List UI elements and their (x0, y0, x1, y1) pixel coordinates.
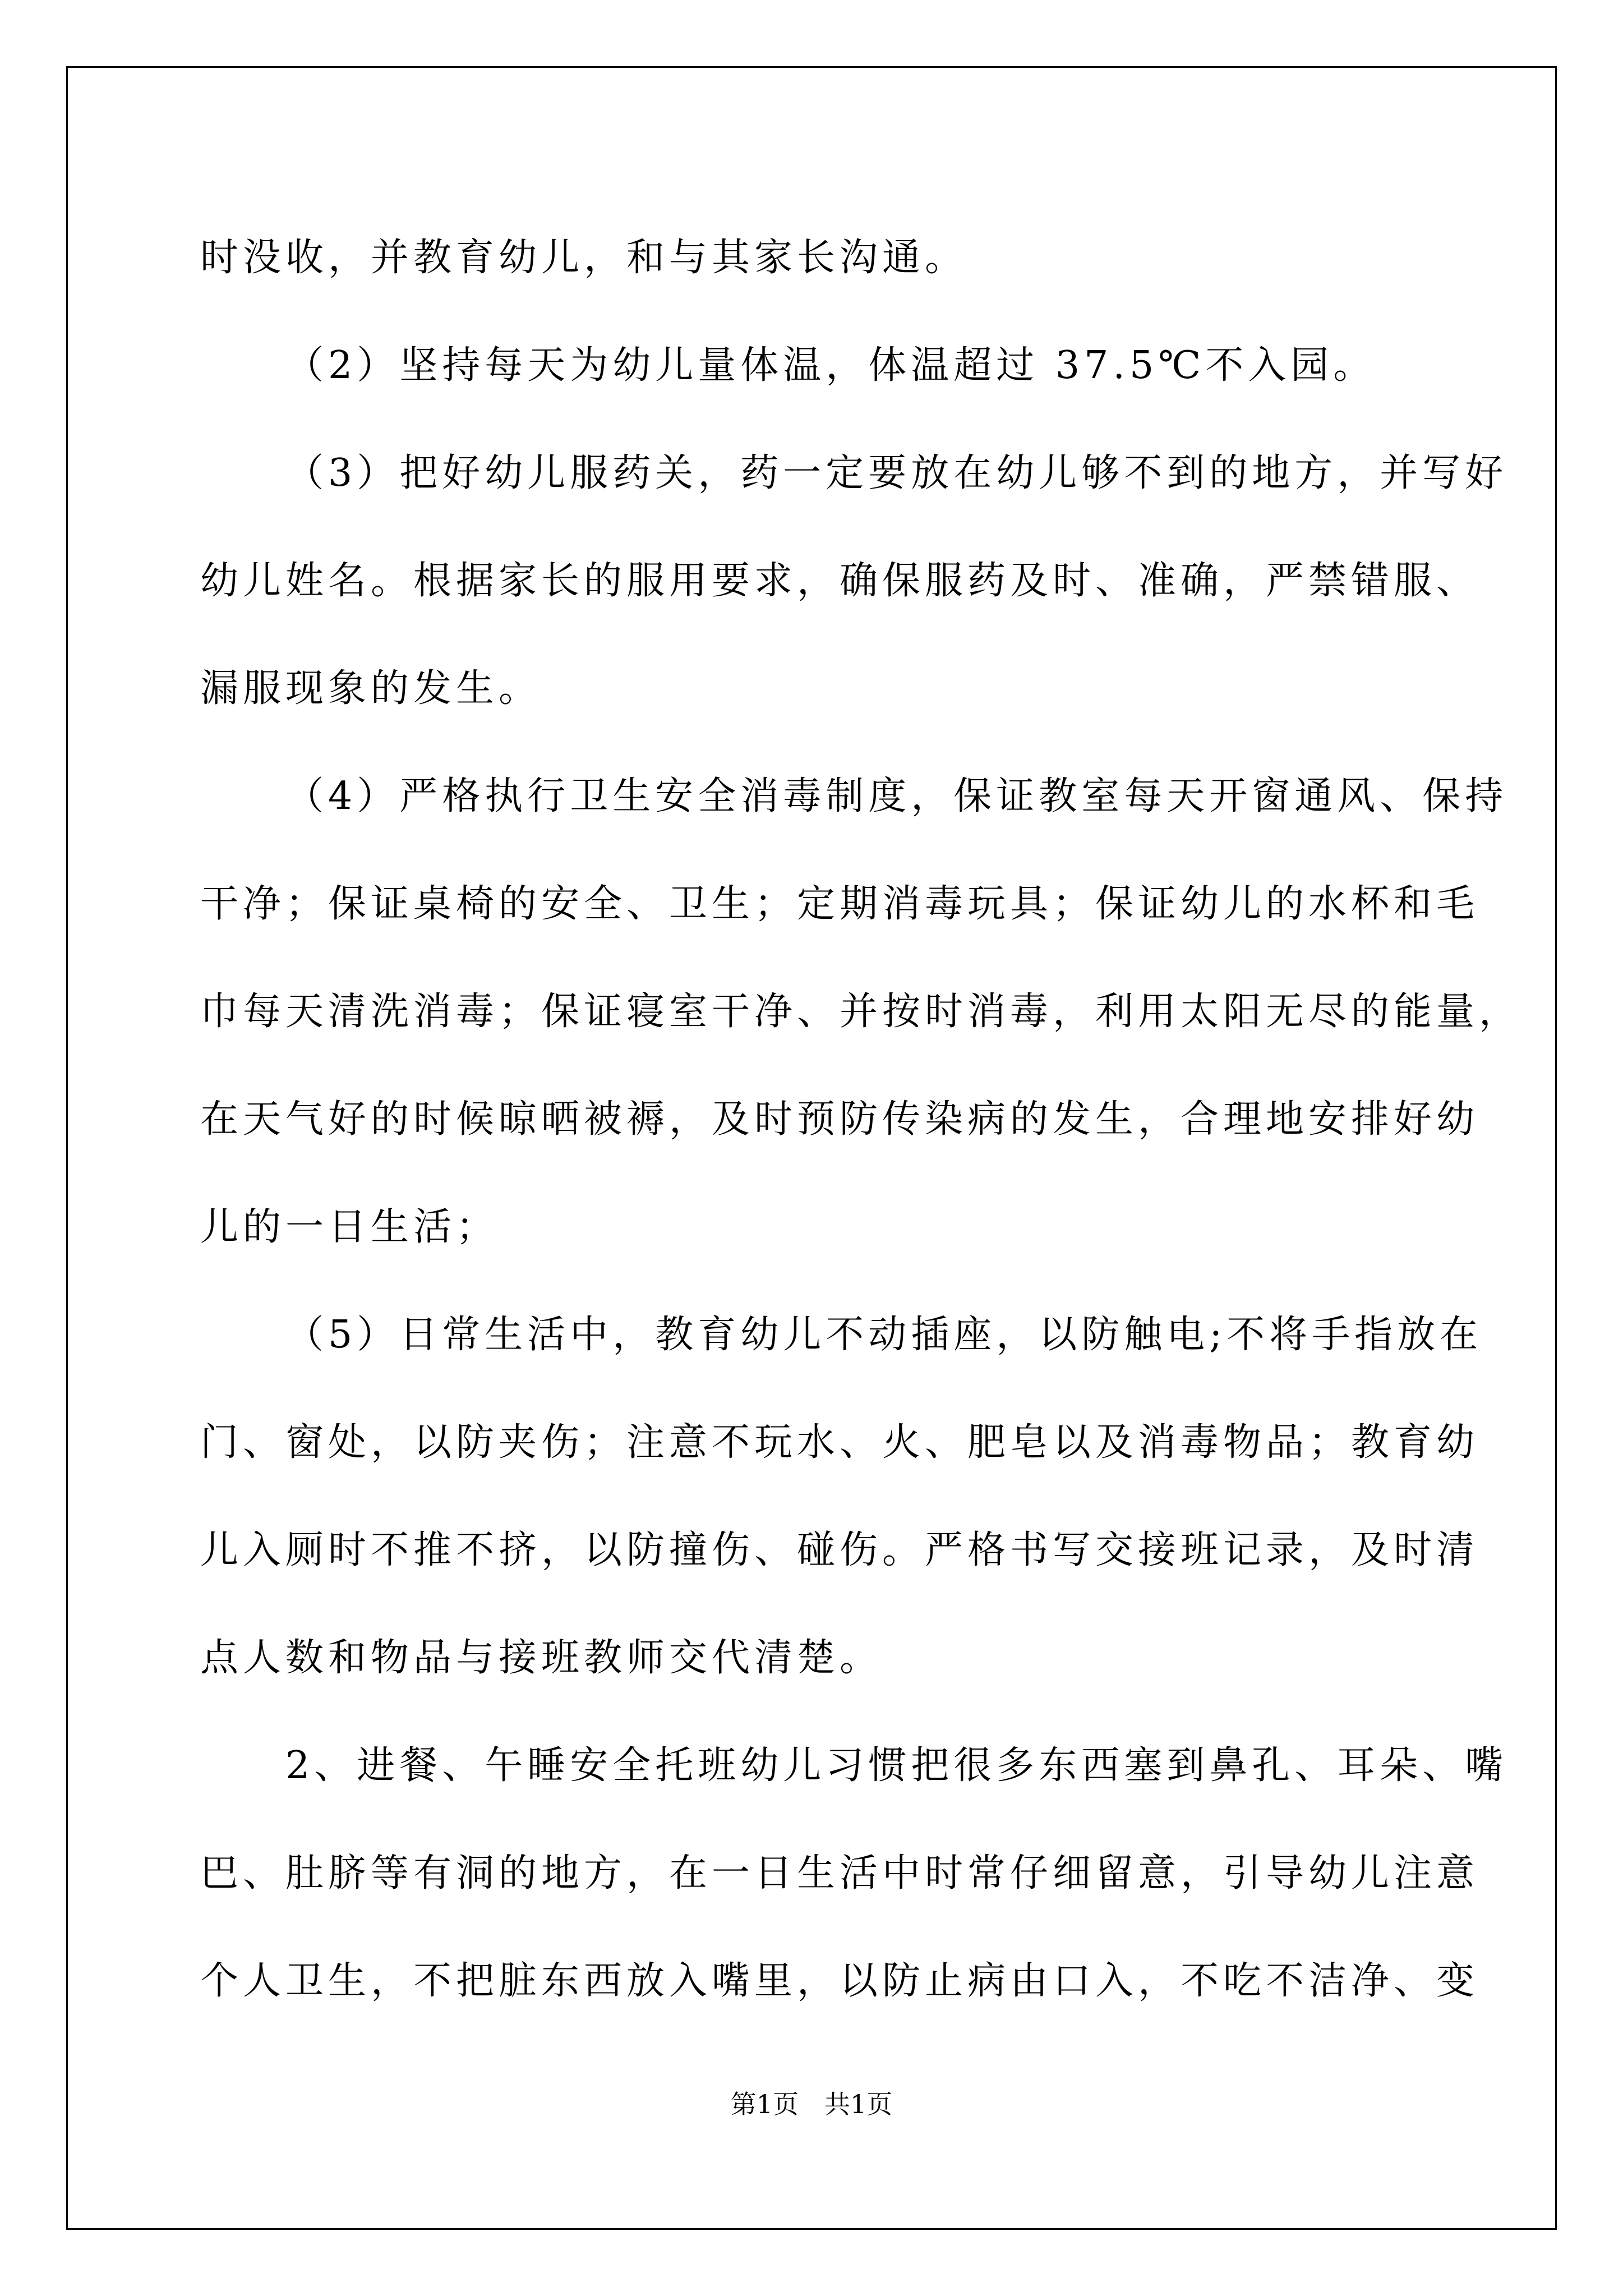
paragraph-2 (200, 420, 1508, 743)
text-line: 漏服现象的发生。 (200, 666, 542, 711)
paragraph-1 (200, 312, 1434, 420)
text-line: 儿的一日生活； (200, 1205, 499, 1249)
text-line: 2、进餐、午睡安全托班幼儿习惯把很多东西塞到鼻孔、耳朵、嘴 (285, 1743, 1508, 1788)
paragraph-4 (200, 1281, 1483, 1712)
text-line: 巾每天清洗消毒；保证寝室干净、并按时消毒，利用太阳无尽的能量， (200, 990, 1522, 1034)
text-line: （4）严格执行卫生安全消毒制度，保证教室每天开窗通风、保持 (285, 774, 1508, 818)
text-line: 巴、肚脐等有洞的地方，在一日生活中时常仔细留意，引导幼儿注意 (200, 1851, 1479, 1895)
document-body (200, 204, 1522, 2035)
text-line: 儿入厕时不推不挤，以防撞伤、碰伤。严格书写交接班记录，及时清 (200, 1528, 1479, 1572)
text-line: 门、窗处，以防夹伤；注意不玩水、火、肥皂以及消毒物品；教育幼 (200, 1420, 1479, 1465)
text-line: （2）坚持每天为幼儿量体温，体温超过 37.5℃不入园。 (285, 343, 1376, 388)
text-line: （3）把好幼儿服药关，药一定要放在幼儿够不到的地方，并写好 (285, 451, 1508, 495)
text-line: 在天气好的时候晾晒被褥，及时预防传染病的发生，合理地安排好幼 (200, 1097, 1479, 1142)
text-line: （5）日常生活中，教育幼儿不动插座，以防触电;不将手指放在 (285, 1313, 1483, 1357)
text-line: 幼儿姓名。根据家长的服用要求，确保服药及时、准确，严禁错服、 (200, 559, 1479, 603)
paragraph-0 (200, 204, 1434, 312)
text-line: 点人数和物品与接班教师交代清楚。 (200, 1636, 883, 1680)
paragraph-5 (200, 1712, 1508, 2035)
text-line: 时没收，并教育幼儿，和与其家长沟通。 (200, 236, 968, 280)
text-line: 个人卫生，不把脏东西放入嘴里，以防止病由口入，不吃不洁净、变 (200, 1959, 1479, 2003)
page-footer: 第1页 共1页 (730, 2089, 893, 2119)
text-line: 干净；保证桌椅的安全、卫生；定期消毒玩具；保证幼儿的水杯和毛 (200, 882, 1479, 926)
paragraph-3 (200, 743, 1522, 1281)
